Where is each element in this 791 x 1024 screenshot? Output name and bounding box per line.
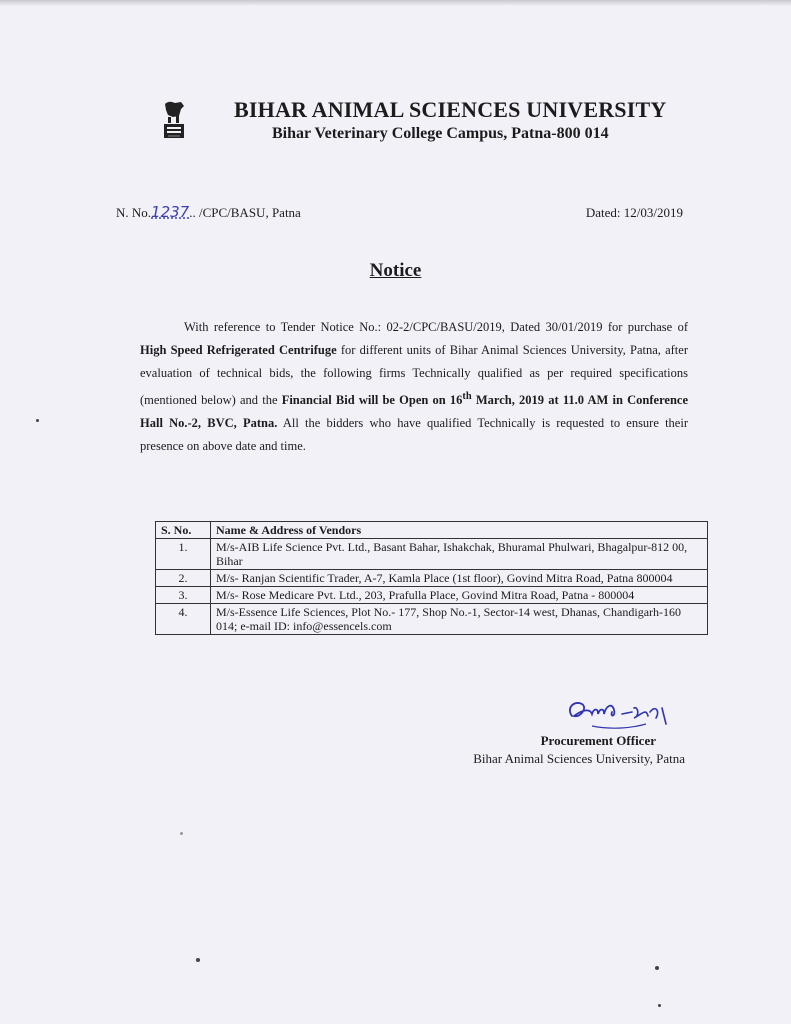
row-vendor: M/s- Ranjan Scientific Trader, A-7, Kamla Place (1st floor), Govind Mitra Road, Patna 800004 [211,570,708,587]
scan-speck [36,419,39,422]
campus-address: Bihar Veterinary College Campus, Patna-800 014 [272,125,609,142]
university-name: BIHAR ANIMAL SCIENCES UNIVERSITY [234,97,667,122]
row-vendor: M/s- Rose Medicare Pvt. Ltd., 203, Prafulla Place, Govind Mitra Road, Patna - 800004 [211,587,708,604]
scan-edge [0,0,791,6]
table-row [156,587,708,604]
row-sno: 1. [156,539,211,570]
vendor-header: Name & Address of Vendors [211,522,708,539]
reference-prefix: N. No. [116,205,152,220]
vendors-table [155,521,708,635]
scan-speck [180,832,183,835]
university-emblem-icon [159,100,189,142]
notice-heading: Notice [369,260,422,281]
table-row [156,570,708,587]
row-vendor: M/s-Essence Life Sciences, Plot No.- 177, Shop No.-1, Sector-14 west, Dhanas, Chandigarh-160 014; e-mail ID: info@essencels.com [211,604,708,635]
handwritten-number: 1237 [151,203,190,221]
officer-organization: Bihar Animal Sciences University, Patna [473,751,685,766]
bid-opening-details: Financial Bid will be Open on 16th March, 2019 at 11.0 AM in Conference Hall No.-2, BVC, Patna. [140,391,688,431]
scan-speck [658,1004,661,1007]
row-sno: 3. [156,587,211,604]
table-row [156,539,708,570]
handwritten-signature [562,694,674,736]
sno-header: S. No. [156,522,211,539]
item-name: High Speed Refrigerated Centrifuge [140,343,337,357]
reference-number [116,203,301,221]
row-vendor: M/s-AIB Life Science Pvt. Ltd., Basant Bahar, Ishakchak, Bhuramal Phulwari, Bhagalpur-812 00, Bihar [211,539,708,570]
row-sno: 4. [156,604,211,635]
table-header-row [156,522,708,539]
reference-suffix: .. /CPC/BASU, Patna [189,205,301,220]
notice-date: Dated: 12/03/2019 [585,205,683,220]
notice-paragraph: With reference to Tender Notice No.: 02-2/CPC/BASU/2019, Dated 30/01/2019 for purchase of High Speed Refrigerated Centrifuge for different units of Bihar Animal Sciences University, Patna, after evaluation of technical bids, the following firms Technically qualified as per required specifications (mentioned below) and the Financial Bid will be Open on 16th March, 2019 at 11.0 AM in Conference Hall No.-2, BVC, Patna. All the bidders who have qualified Technically is requested to ensure their presence on above date and time. [140,320,688,454]
officer-title: Procurement Officer [540,733,656,748]
scan-speck [655,966,659,970]
row-sno: 2. [156,570,211,587]
table-row [156,604,708,635]
scan-speck [196,958,200,962]
